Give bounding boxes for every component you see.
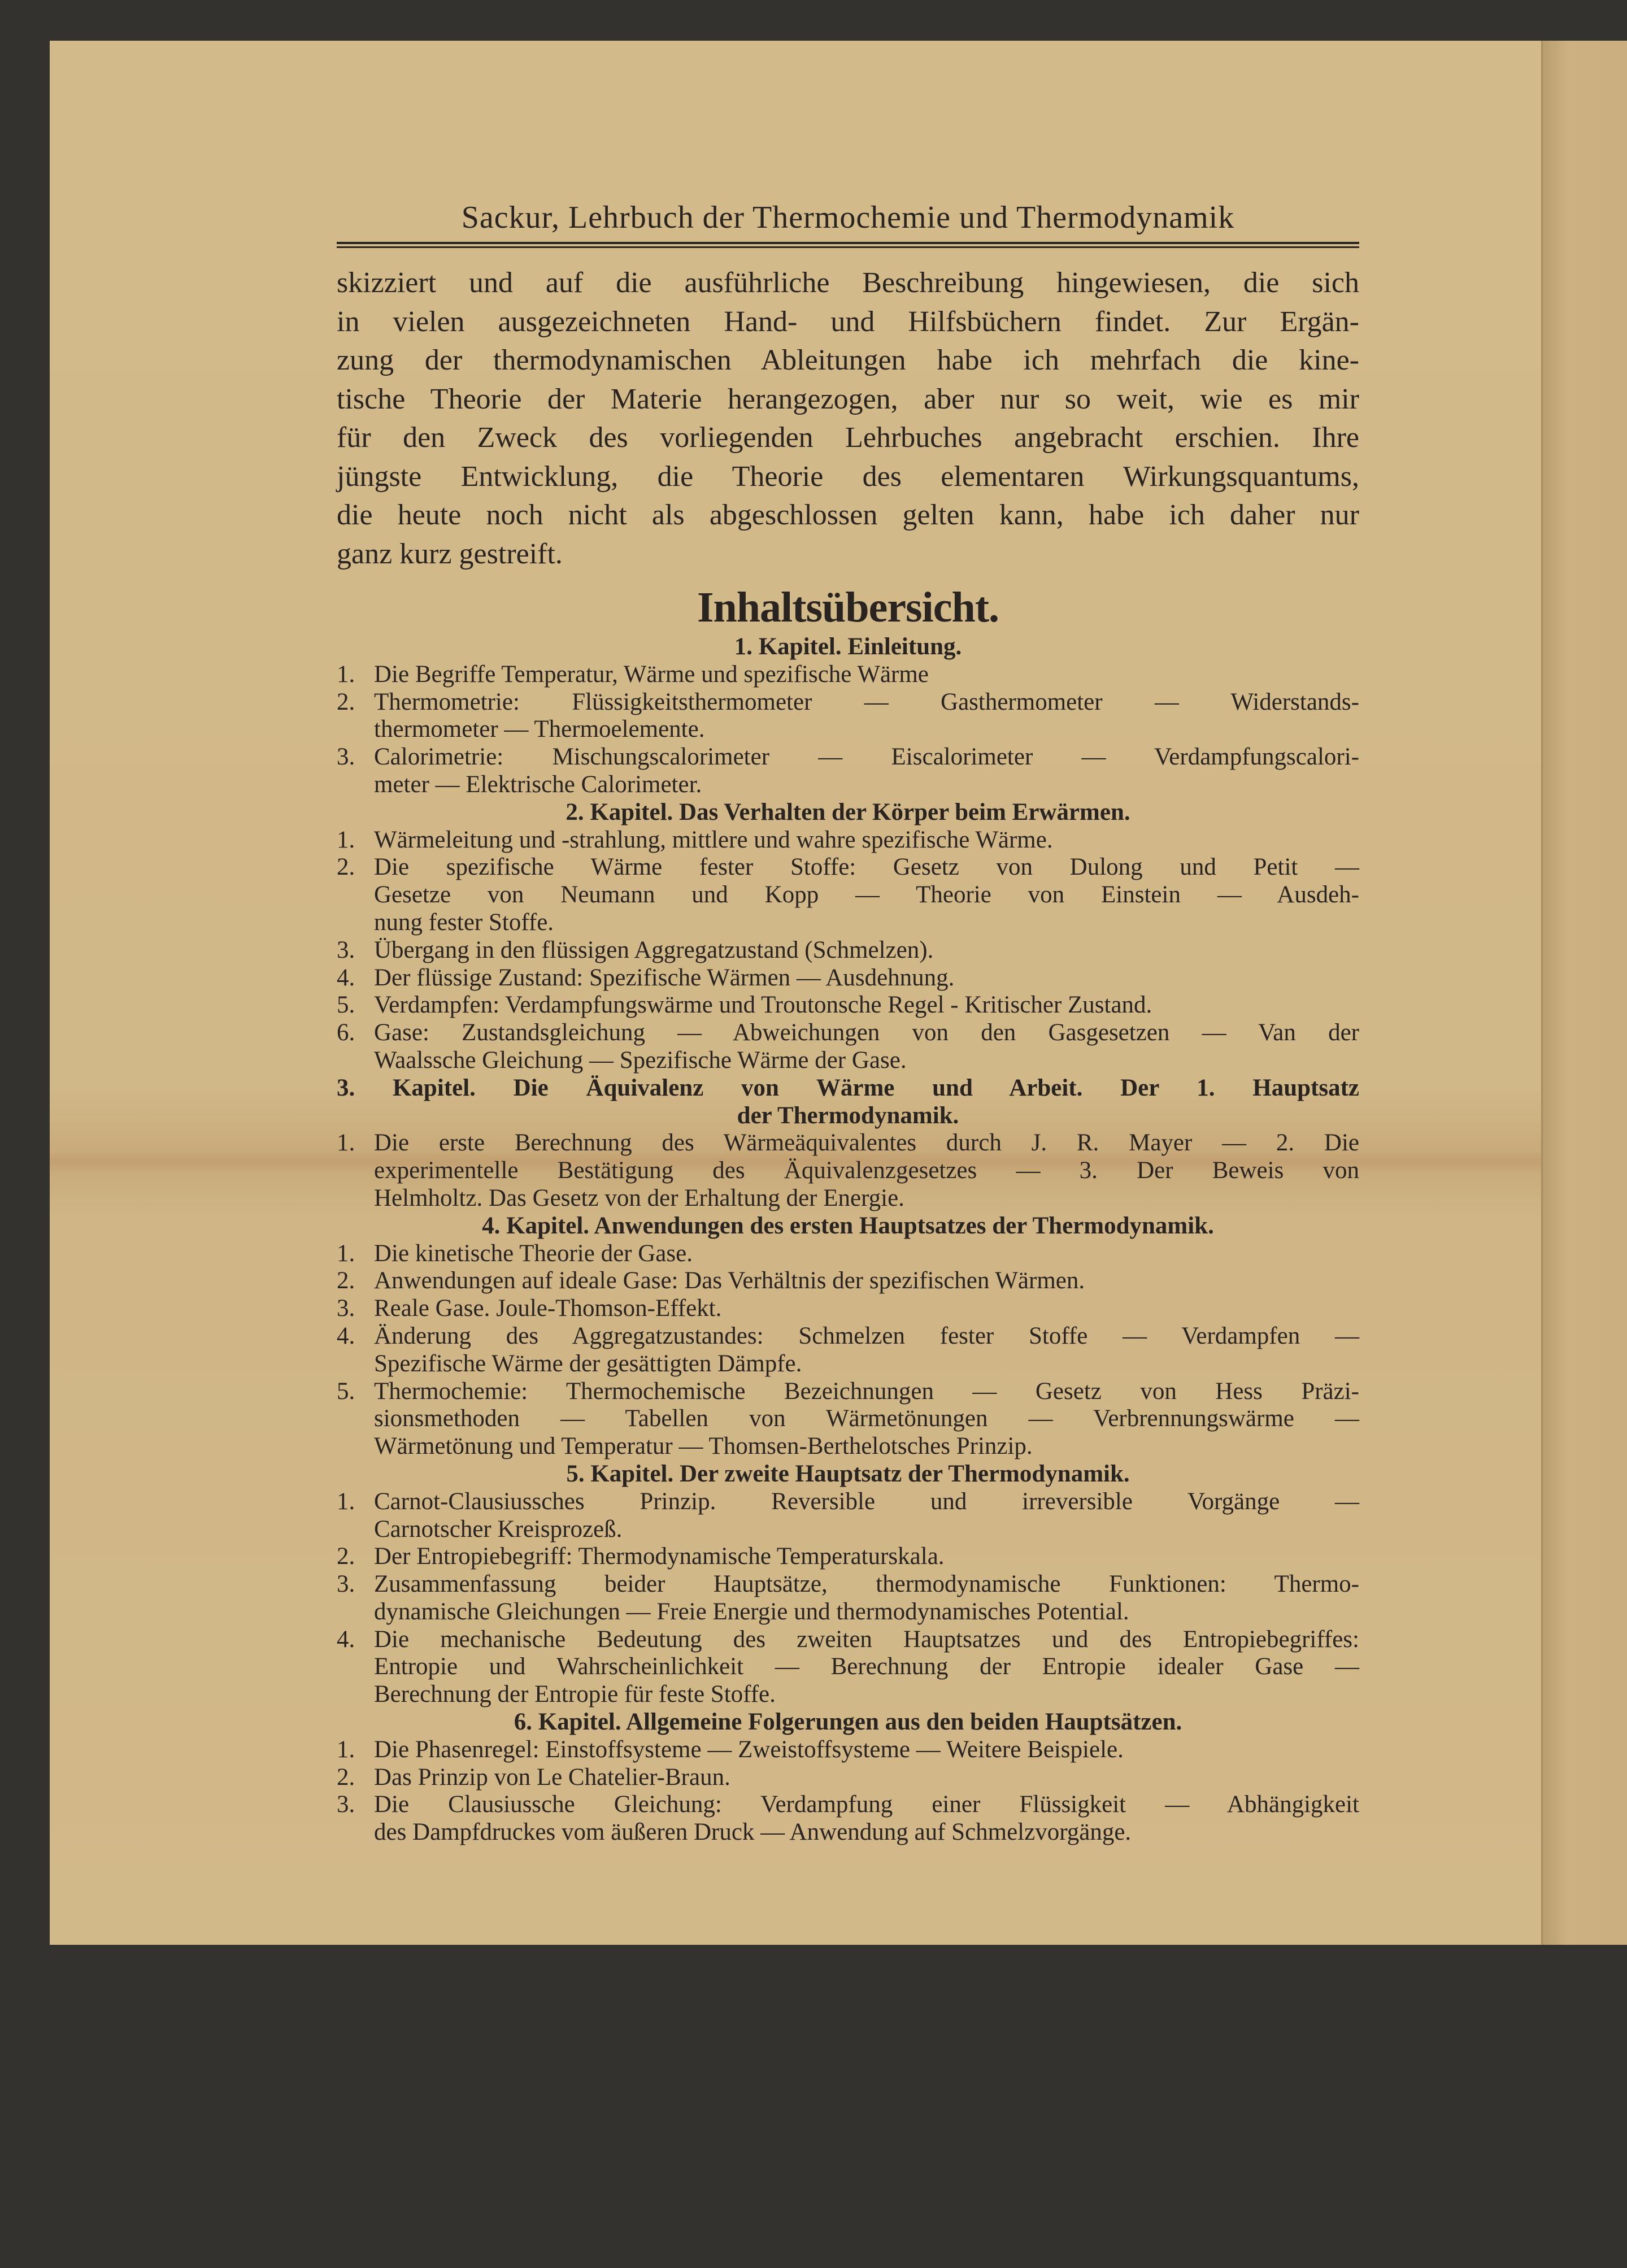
- item-number: 3.: [337, 744, 355, 771]
- item-number: 1.: [337, 1129, 355, 1157]
- item-line: Waalssche Gleichung — Spezifische Wärme der Gase.: [374, 1046, 907, 1074]
- intro-line: in vielen ausgezeichneten Hand- und Hilfsbüchern findet. Zur Ergän-: [337, 305, 1359, 338]
- intro-line: zung der thermodynamischen Ableitungen habe ich mehrfach die kine-: [337, 344, 1359, 376]
- table-of-contents: [337, 633, 1359, 1846]
- intro-line: für den Zweck des vorliegenden Lehrbuches angebracht erschien. Ihre: [337, 422, 1359, 454]
- item-line: Der flüssige Zustand: Spezifische Wärmen — Ausdehnung.: [374, 964, 955, 991]
- toc-item: [337, 992, 1359, 1019]
- toc-item: [337, 661, 1359, 689]
- item-line: thermometer — Thermoelemente.: [374, 716, 705, 743]
- chapter-heading: 1. Kapitel. Einleitung.: [734, 633, 962, 660]
- item-line: Die Clausiussche Gleichung: Verdampfung einer Flüssigkeit — Abhängigkeit: [374, 1791, 1359, 1818]
- chapter-heading: der Thermodynamik.: [737, 1102, 959, 1129]
- item-number: 3.: [337, 1571, 355, 1598]
- item-line: Verdampfen: Verdampfungswärme und Troutonsche Regel - Kritischer Zustand.: [374, 992, 1152, 1019]
- item-line: Das Prinzip von Le Chatelier-Braun.: [374, 1763, 730, 1791]
- toc-item: [337, 1736, 1359, 1764]
- item-line: Carnot-Clausiussches Prinzip. Reversible und irreversible Vorgänge —: [374, 1488, 1359, 1515]
- item-line: Die mechanische Bedeutung des zweiten Hauptsatzes und des Entropiebegriffes:: [374, 1626, 1359, 1653]
- item-line: Gase: Zustandsgleichung — Abweichungen von den Gasgesetzen — Van der: [374, 1019, 1359, 1046]
- header-double-rule: [337, 242, 1359, 248]
- item-line: meter — Elektrische Calorimeter.: [374, 771, 702, 798]
- item-line: Der Entropiebegriff: Thermodynamische Temperaturskala.: [374, 1543, 945, 1570]
- item-line: Thermometrie: Flüssigkeitsthermometer — Gasthermometer — Widerstands-: [374, 688, 1359, 715]
- item-number: 2.: [337, 688, 355, 715]
- intro-line: jüngste Entwicklung, die Theorie des elementaren Wirkungsquantums,: [337, 460, 1359, 493]
- item-line: Übergang in den flüssigen Aggregatzustand (Schmelzen).: [374, 936, 934, 963]
- item-line: Berechnung der Entropie für feste Stoffe.: [374, 1681, 776, 1708]
- item-number: 4.: [337, 1322, 355, 1349]
- chapter-section: [337, 633, 1359, 799]
- item-line: Spezifische Wärme der gesättigten Dämpfe.: [374, 1350, 802, 1377]
- toc-item: [337, 1129, 1359, 1212]
- item-number: 3.: [337, 936, 355, 963]
- adjacent-page-edge: [1541, 41, 1627, 1945]
- intro-paragraph: [337, 264, 1359, 573]
- item-number: 3.: [337, 1295, 355, 1322]
- toc-item: [337, 1019, 1359, 1075]
- item-number: 2.: [337, 854, 355, 881]
- toc-item: [337, 744, 1359, 799]
- chapter-heading: 3. Kapitel. Die Äquivalenz von Wärme und Arbeit. Der 1. Hauptsatz: [337, 1074, 1359, 1101]
- toc-item: [337, 1488, 1359, 1544]
- chapter-section: [337, 1213, 1359, 1461]
- item-line: Zusammenfassung beider Hauptsätze, thermodynamische Funktionen: Thermo-: [374, 1571, 1359, 1598]
- item-line: Helmholtz. Das Gesetz von der Erhaltung der Energie.: [374, 1184, 904, 1211]
- item-number: 1.: [337, 826, 355, 853]
- item-number: 4.: [337, 964, 355, 991]
- item-number: 1.: [337, 1736, 355, 1763]
- item-line: Die erste Berechnung des Wärmeäquivalentes durch J. R. Mayer — 2. Die: [374, 1129, 1359, 1157]
- item-line: sionsmethoden — Tabellen von Wärmetönungen — Verbrennungswärme —: [374, 1405, 1359, 1432]
- chapter-heading: 5. Kapitel. Der zweite Hauptsatz der Thermodynamik.: [566, 1460, 1130, 1487]
- toc-item: [337, 937, 1359, 964]
- running-header: Sackur, Lehrbuch der Thermochemie und Thermodynamik: [461, 200, 1235, 235]
- item-line: dynamische Gleichungen — Freie Energie und thermodynamisches Potential.: [374, 1598, 1129, 1625]
- toc-item: [337, 1571, 1359, 1626]
- item-line: Die Begriffe Temperatur, Wärme und spezifische Wärme: [374, 661, 929, 688]
- item-line: Calorimetrie: Mischungscalorimeter — Eiscalorimeter — Verdampfungscalori-: [374, 744, 1359, 771]
- item-number: 6.: [337, 1019, 355, 1046]
- item-number: 1.: [337, 1488, 355, 1515]
- chapter-heading: 6. Kapitel. Allgemeine Folgerungen aus den beiden Hauptsätzen.: [514, 1709, 1182, 1736]
- toc-item: [337, 1543, 1359, 1571]
- toc-item: [337, 1378, 1359, 1461]
- item-line: Thermochemie: Thermochemische Bezeichnungen — Gesetz von Hess Präzi-: [374, 1378, 1359, 1405]
- item-line: nung fester Stoffe.: [374, 909, 554, 936]
- item-number: 5.: [337, 992, 355, 1019]
- toc-item: [337, 1764, 1359, 1792]
- chapter-section: [337, 799, 1359, 1075]
- item-line: Reale Gase. Joule-Thomson-Effekt.: [374, 1295, 722, 1322]
- toc-item: [337, 854, 1359, 936]
- intro-line: tische Theorie der Materie herangezogen, aber nur so weit, wie es mir: [337, 383, 1359, 415]
- toc-item: [337, 964, 1359, 992]
- item-number: 2.: [337, 1267, 355, 1294]
- item-line: Entropie und Wahrscheinlichkeit — Berechnung der Entropie idealer Gase —: [374, 1653, 1359, 1680]
- toc-item: [337, 1295, 1359, 1323]
- intro-line: die heute noch nicht als abgeschlossen gelten kann, habe ich daher nur: [337, 499, 1359, 531]
- chapter-section: [337, 1709, 1359, 1846]
- item-number: 2.: [337, 1763, 355, 1791]
- toc-item: [337, 1791, 1359, 1846]
- item-number: 1.: [337, 661, 355, 688]
- text-column: [337, 198, 1359, 1846]
- chapter-heading: 2. Kapitel. Das Verhalten der Körper beim Erwärmen.: [565, 798, 1130, 825]
- item-line: Die kinetische Theorie der Gase.: [374, 1240, 693, 1267]
- item-number: 3.: [337, 1791, 355, 1818]
- item-line: Änderung des Aggregatzustandes: Schmelzen fester Stoffe — Verdampfen —: [374, 1322, 1359, 1349]
- toc-item: [337, 1267, 1359, 1295]
- chapter-section: [337, 1075, 1359, 1213]
- item-line: experimentelle Bestätigung des Äquivalenzgesetzes — 3. Der Beweis von: [374, 1157, 1359, 1184]
- item-line: des Dampfdruckes vom äußeren Druck — Anwendung auf Schmelzvorgänge.: [374, 1819, 1132, 1846]
- intro-line: skizziert und auf die ausführliche Beschreibung hingewiesen, die sich: [337, 267, 1359, 299]
- item-number: 2.: [337, 1543, 355, 1570]
- toc-item: [337, 1626, 1359, 1709]
- item-line: Gesetze von Neumann und Kopp — Theorie von Einstein — Ausdeh-: [374, 881, 1359, 909]
- toc-item: [337, 689, 1359, 744]
- item-line: Die Phasenregel: Einstoffsysteme — Zweistoffsysteme — Weitere Beispiele.: [374, 1736, 1124, 1763]
- toc-title: Inhaltsübersicht.: [697, 584, 999, 631]
- item-line: Wärmeleitung und -strahlung, mittlere und wahre spezifische Wärme.: [374, 826, 1053, 853]
- toc-item: [337, 1323, 1359, 1378]
- chapter-section: [337, 1461, 1359, 1709]
- item-line: Die spezifische Wärme fester Stoffe: Gesetz von Dulong und Petit —: [374, 854, 1359, 881]
- toc-item: [337, 1240, 1359, 1268]
- intro-line: ganz kurz gestreift.: [337, 537, 563, 570]
- item-line: Wärmetönung und Temperatur — Thomsen-Berthelotsches Prinzip.: [374, 1433, 1033, 1460]
- item-line: Carnotscher Kreisprozeß.: [374, 1515, 623, 1543]
- chapter-heading: 4. Kapitel. Anwendungen des ersten Hauptsatzes der Thermodynamik.: [482, 1212, 1214, 1239]
- toc-item: [337, 827, 1359, 854]
- item-number: 1.: [337, 1240, 355, 1267]
- item-number: 5.: [337, 1378, 355, 1405]
- item-line: Anwendungen auf ideale Gase: Das Verhältnis der spezifischen Wärmen.: [374, 1267, 1085, 1294]
- item-number: 4.: [337, 1626, 355, 1653]
